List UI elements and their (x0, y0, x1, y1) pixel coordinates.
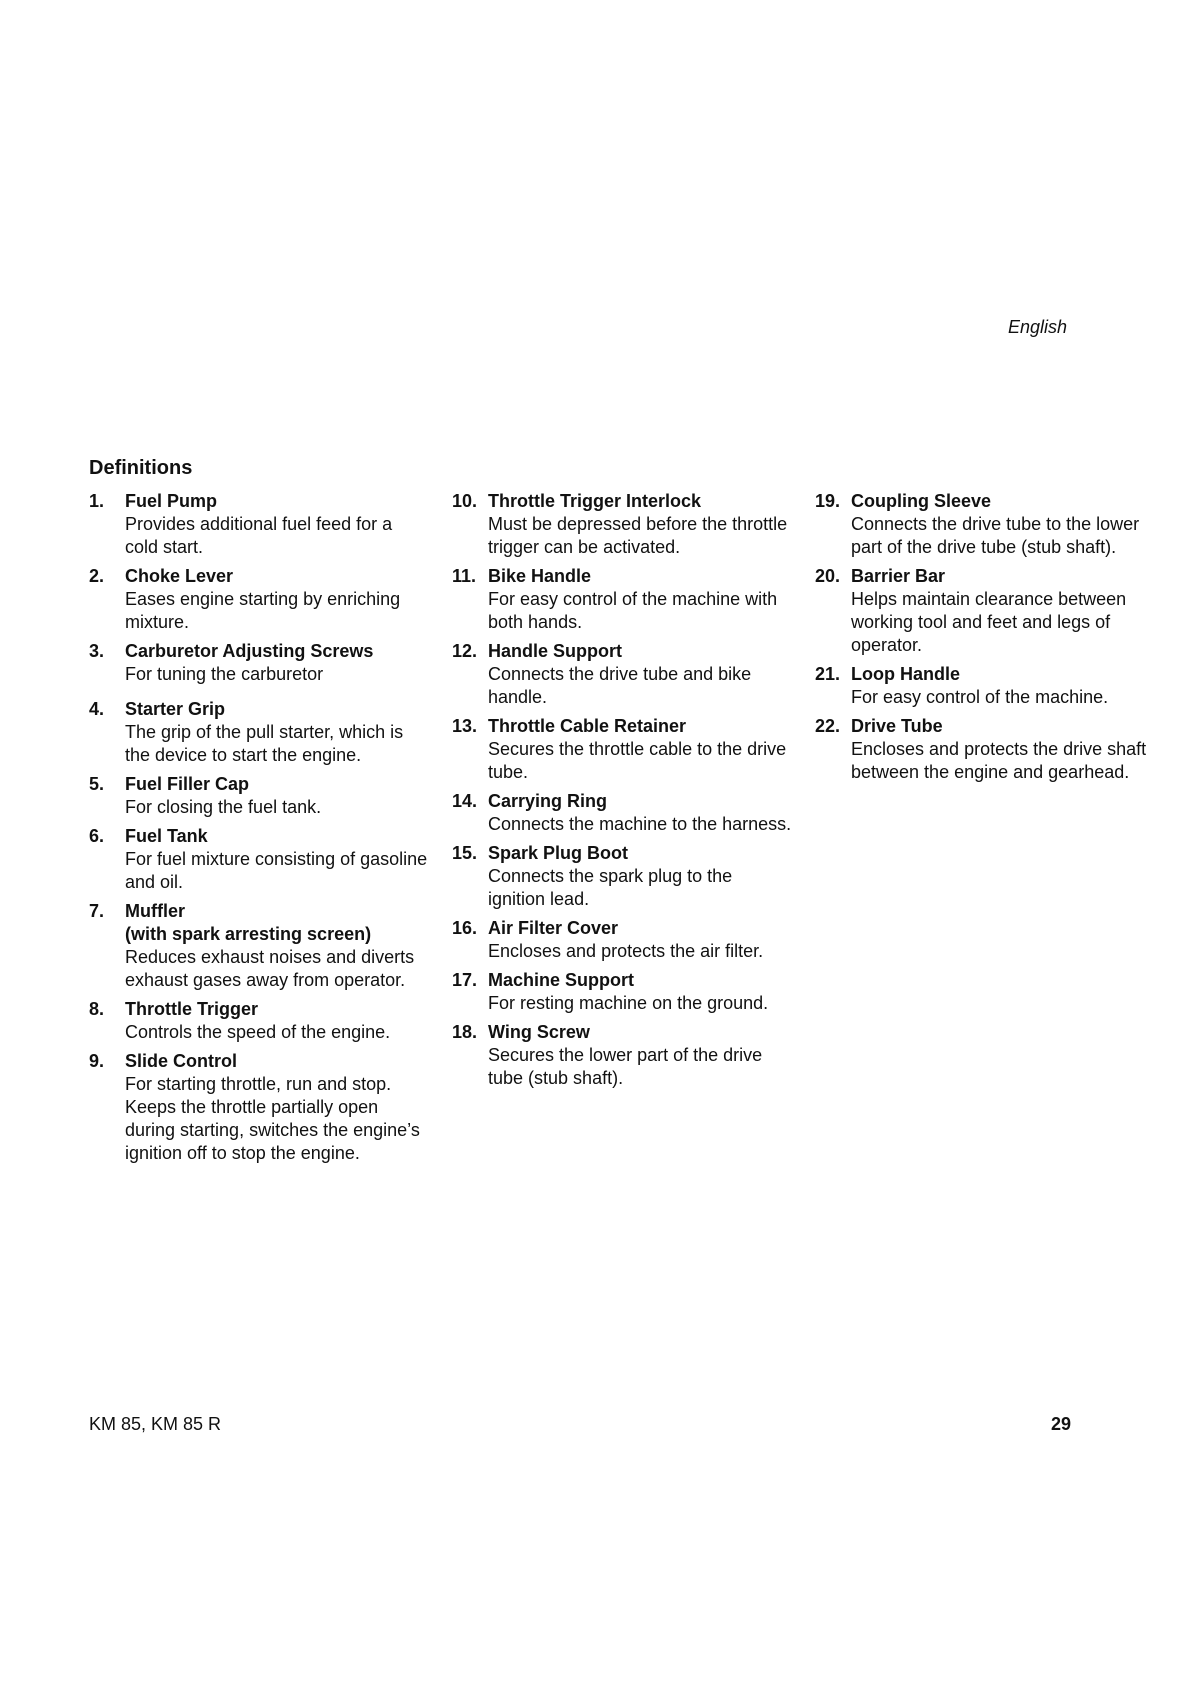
definition-item (452, 565, 792, 634)
item-number: 3. (89, 641, 105, 661)
definition-item (89, 490, 429, 559)
item-term: Barrier Bar (851, 566, 946, 586)
item-term: Handle Support (488, 641, 622, 661)
item-term: Fuel Pump (125, 491, 218, 511)
item-term: Fuel Tank (125, 826, 208, 846)
definition-item (89, 900, 429, 992)
item-number: 16. (452, 918, 478, 938)
item-term: Machine Support (488, 970, 635, 990)
item-number: 1. (89, 491, 105, 511)
item-description: Must be depressed before the throttle trigger can be activated. (488, 514, 788, 557)
item-term: Drive Tube (851, 716, 943, 736)
item-number: 13. (452, 716, 478, 736)
item-term: Spark Plug Boot (488, 843, 629, 863)
item-description: For resting machine on the ground. (488, 993, 769, 1013)
item-number: 19. (815, 491, 841, 511)
definition-item (815, 490, 1155, 559)
item-number: 2. (89, 566, 105, 586)
item-number: 14. (452, 791, 478, 811)
item-description: Encloses and protects the drive shaft between the engine and gearhead. (851, 739, 1147, 782)
item-description: Secures the lower part of the drive tube (stub shaft). (488, 1045, 763, 1088)
item-description: Controls the speed of the engine. (125, 1022, 391, 1042)
item-term: Starter Grip (125, 699, 226, 719)
item-number: 22. (815, 716, 841, 736)
item-term: Carrying Ring (488, 791, 608, 811)
item-description: Reduces exhaust noises and diverts exhaust gases away from operator. (125, 947, 415, 990)
item-term: Loop Handle (851, 664, 960, 684)
item-description: Connects the machine to the harness. (488, 814, 792, 834)
definition-item (452, 790, 792, 836)
item-term: Wing Screw (488, 1022, 590, 1042)
item-description: For easy control of the machine with both hands. (488, 589, 778, 632)
item-term: Slide Control (125, 1051, 237, 1071)
definition-item (89, 565, 429, 634)
item-description: For closing the fuel tank. (125, 797, 322, 817)
item-term: Bike Handle (488, 566, 592, 586)
item-number: 5. (89, 774, 105, 794)
definitions-column-2 (452, 490, 792, 1096)
definition-item (89, 698, 429, 767)
item-description: Provides additional fuel feed for a cold start. (125, 514, 393, 557)
item-number: 15. (452, 843, 478, 863)
item-term: Throttle Trigger Interlock (488, 491, 702, 511)
item-term: Throttle Cable Retainer (488, 716, 687, 736)
item-description: For easy control of the machine. (851, 687, 1109, 707)
definitions-column-3 (815, 490, 1155, 790)
definition-item (89, 1050, 429, 1165)
definition-item (452, 842, 792, 911)
definition-item (452, 1021, 792, 1090)
item-description: Eases engine starting by enriching mixture. (125, 589, 401, 632)
definition-item (815, 715, 1155, 784)
item-description: Helps maintain clearance between working tool and feet and legs of operator. (851, 589, 1127, 655)
definition-item (89, 998, 429, 1044)
definition-item (89, 773, 429, 819)
item-description: The grip of the pull starter, which is the device to start the engine. (125, 722, 404, 765)
item-term: Coupling Sleeve (851, 491, 992, 511)
item-description: For starting throttle, run and stop. Keeps the throttle partially open during starting, switches the engine’s ignition off to stop the engine. (125, 1074, 420, 1163)
item-number: 11. (452, 566, 477, 586)
item-number: 4. (89, 699, 105, 719)
page-number: 29 (1050, 1414, 1071, 1434)
definition-item (89, 640, 429, 686)
item-number: 18. (452, 1022, 478, 1042)
item-number: 7. (89, 901, 105, 921)
item-number: 20. (815, 566, 841, 586)
item-term: Fuel Filler Cap (125, 774, 250, 794)
item-description: Encloses and protects the air filter. (488, 941, 764, 961)
item-term: Muffler (with spark arresting screen) (125, 901, 372, 944)
footer-model-name: KM 85, KM 85 R (89, 1414, 222, 1434)
definition-item (452, 640, 792, 709)
section-title: Definitions (89, 457, 193, 479)
item-term: Choke Lever (125, 566, 234, 586)
item-term: Air Filter Cover (488, 918, 619, 938)
definition-item (89, 825, 429, 894)
item-description: Connects the spark plug to the ignition lead. (488, 866, 733, 909)
item-description: For tuning the carburetor (125, 664, 324, 684)
item-number: 9. (89, 1051, 105, 1071)
definitions-column-1 (89, 490, 429, 1171)
item-description: Secures the throttle cable to the drive tube. (488, 739, 787, 782)
definition-item (452, 917, 792, 963)
definition-item (452, 490, 792, 559)
definition-item (815, 565, 1155, 657)
definition-item (452, 715, 792, 784)
definition-item (452, 969, 792, 1015)
item-description: For fuel mixture consisting of gasoline and oil. (125, 849, 428, 892)
item-number: 17. (452, 970, 478, 990)
item-number: 10. (452, 491, 478, 511)
item-term: Carburetor Adjusting Screws (125, 641, 374, 661)
item-number: 21. (815, 664, 841, 684)
item-number: 8. (89, 999, 105, 1019)
item-description: Connects the drive tube and bike handle. (488, 664, 752, 707)
item-number: 12. (452, 641, 478, 661)
item-description: Connects the drive tube to the lower part of the drive tube (stub shaft). (851, 514, 1140, 557)
language-label: English (1007, 317, 1067, 337)
item-number: 6. (89, 826, 105, 846)
item-term: Throttle Trigger (125, 999, 259, 1019)
definition-item (815, 663, 1155, 709)
